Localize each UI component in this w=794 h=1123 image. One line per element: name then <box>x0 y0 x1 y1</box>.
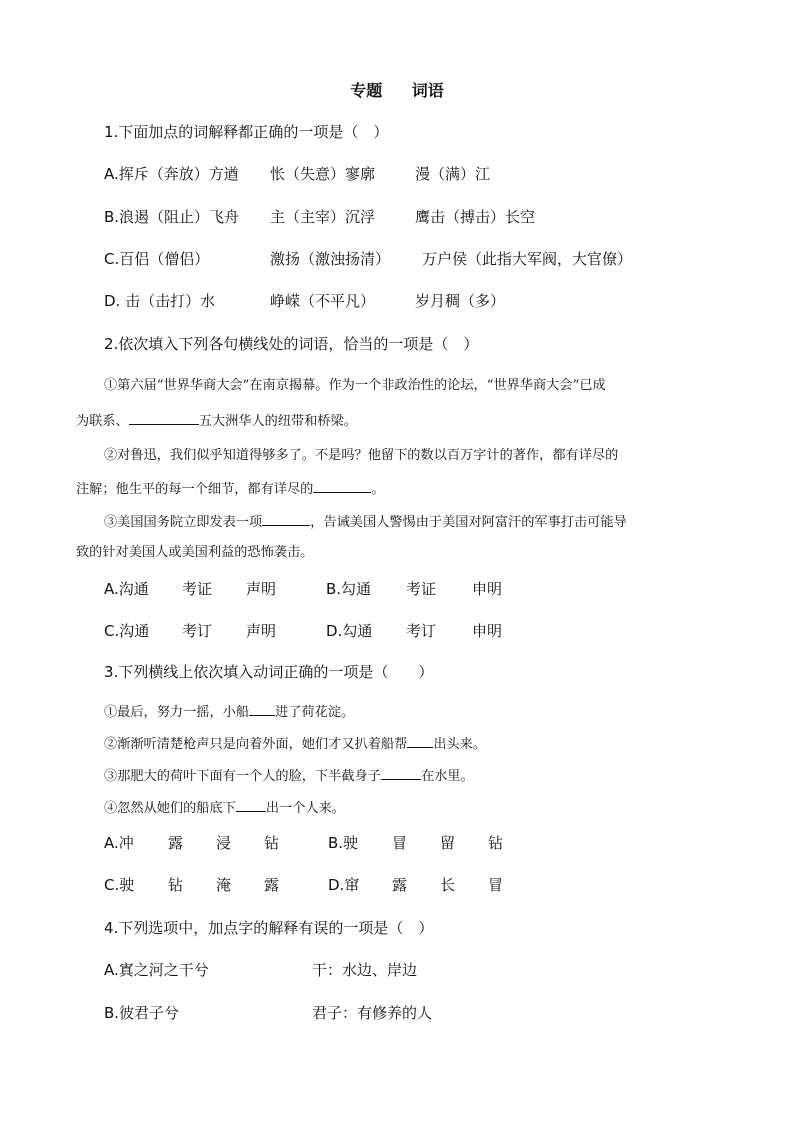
q3-c-2: 钻 <box>168 876 184 894</box>
q3-s4-text-b: 出一个人来。 <box>265 801 345 816</box>
q2-s2-text-a: 注解；他生平的每一个细节，都有详尽的 <box>76 482 314 497</box>
q3-sentence-2 <box>104 733 722 755</box>
q2-c-1: C.沟通 <box>104 622 150 640</box>
q2-a-2: 考证 <box>182 580 213 598</box>
q3-a-2: 露 <box>168 834 184 852</box>
q1-b-1: B.浪遏（阻止）飞舟 <box>104 208 240 226</box>
q3-s4-text-a: ④忽然从她们的船底下 <box>104 801 236 816</box>
q3-blank-2[interactable] <box>407 733 433 748</box>
q3-b-2: 冒 <box>392 834 408 852</box>
q2-stem: 2.依次填入下列各句横线处的词语，恰当的一项是（ ） <box>104 335 479 353</box>
q1-a-2: 怅（失意）寥廓 <box>270 165 376 183</box>
q4-stem: 4.下列选项中，加点字的解释有误的一项是（ ） <box>104 919 434 937</box>
q3-s1-text-a: ①最后，努力一摇，小船 <box>104 705 250 720</box>
q3-c-1: C.驶 <box>104 876 135 894</box>
q2-d-2: 考订 <box>406 622 437 640</box>
q3-a-3: 浸 <box>216 834 232 852</box>
q3-blank-1[interactable] <box>249 701 275 716</box>
q3-b-1: B.驶 <box>328 834 359 852</box>
q3-sentence-4 <box>104 797 722 819</box>
q3-d-3: 长 <box>440 876 456 894</box>
q3-a-1: A.冲 <box>104 834 134 852</box>
q2-b-3: 申明 <box>472 580 503 598</box>
q2-b-1: B.勾通 <box>326 580 372 598</box>
q2-s3-text-a: ③美国国务院立即发表一项 <box>104 515 263 530</box>
q2-b-2: 考证 <box>406 580 437 598</box>
q3-b-3: 留 <box>440 834 456 852</box>
q2-s2-text-b: 。 <box>371 482 385 497</box>
q4-b-text: B.彼君子兮 <box>104 1004 180 1022</box>
q1-b-3: 鹰击（搏击）长空 <box>415 208 536 226</box>
q1-stem: 1.下面加点的词解释都正确的一项是（ ） <box>104 123 389 141</box>
q2-c-2: 考订 <box>182 622 213 640</box>
q2-s1-text-b: 五大洲华人的纽带和桥梁。 <box>198 414 357 429</box>
q3-s3-text-a: ③那肥大的荷叶下面有一个人的脸，下半截身子 <box>104 769 381 784</box>
q2-a-1: A.沟通 <box>104 580 149 598</box>
q1-d-1: D. 击（击打）水 <box>104 292 216 310</box>
q4-a-text: A.寘之河之干兮 <box>104 961 209 979</box>
q4-a-explanation: 干：水边、岸边 <box>312 961 418 979</box>
q3-blank-3[interactable] <box>381 765 421 780</box>
q1-d-3: 岁月稠（多） <box>415 292 506 310</box>
q1-a-1: A.挥斥（奔放）方遒 <box>104 165 239 183</box>
q3-b-4: 钻 <box>488 834 504 852</box>
q3-stem: 3.下列横线上依次填入动词正确的一项是（ ） <box>104 663 434 681</box>
q2-sentence-2-line-2 <box>76 478 694 500</box>
q2-d-1: D.勾通 <box>326 622 373 640</box>
q3-sentence-3 <box>104 765 722 787</box>
q1-c-1: C.百侣（僧侣） <box>104 250 210 268</box>
q3-blank-4[interactable] <box>236 797 266 812</box>
q3-s3-text-b: 在水里。 <box>420 769 474 784</box>
q2-s1-text-a: 为联系、 <box>76 414 129 429</box>
q3-s2-text-b: 出头来。 <box>433 737 487 752</box>
title-subject: 词语 <box>411 81 444 100</box>
title-topic: 专题 <box>350 81 383 100</box>
q3-s1-text-b: 进了荷花淀。 <box>275 705 355 720</box>
q4-b-explanation: 君子：有修养的人 <box>312 1004 433 1022</box>
q2-a-3: 声明 <box>246 580 277 598</box>
q2-s3-text-b: ，告诫美国人警惕由于美国对阿富汗的军事打击可能导 <box>310 515 627 530</box>
q2-blank-2[interactable] <box>313 478 371 493</box>
q2-c-3: 声明 <box>246 622 277 640</box>
q3-c-3: 淹 <box>216 876 232 894</box>
q2-d-3: 申明 <box>472 622 503 640</box>
q2-blank-3[interactable] <box>262 511 310 526</box>
q1-c-2: 激扬（激浊扬清） <box>270 250 391 268</box>
q2-blank-1[interactable] <box>129 410 199 425</box>
q3-c-4: 露 <box>264 876 280 894</box>
q1-d-2: 峥嵘（不平凡） <box>270 292 376 310</box>
q3-a-4: 钻 <box>264 834 280 852</box>
q1-a-3: 漫（满）江 <box>415 165 491 183</box>
page-title <box>0 78 794 101</box>
q3-d-2: 露 <box>392 876 408 894</box>
q3-s2-text-a: ②渐渐听清楚枪声只是向着外面，她们才又扒着船帮 <box>104 737 408 752</box>
q1-b-2: 主（主宰）沉浮 <box>270 208 376 226</box>
q2-sentence-1-line-2 <box>76 410 694 432</box>
q2-sentence-2-line-1: ②对鲁迅，我们似乎知道得够多了。不是吗？他留下的数以百万字计的著作，都有详尽的 <box>104 448 619 463</box>
q3-d-4: 冒 <box>488 876 504 894</box>
q3-d-1: D.窜 <box>328 876 360 894</box>
q2-sentence-1-line-1: ①第六届“世界华商大会”在南京揭幕。作为一个非政治性的论坛，“世界华商大会”已成 <box>104 378 606 393</box>
q3-sentence-1 <box>104 701 722 723</box>
q1-c-3: 万户侯（此指大军阀，大官僚） <box>422 250 633 268</box>
q2-sentence-3-line-1 <box>104 511 722 533</box>
q2-sentence-3-line-2: 致的针对美国人或美国利益的恐怖袭击。 <box>76 545 314 560</box>
